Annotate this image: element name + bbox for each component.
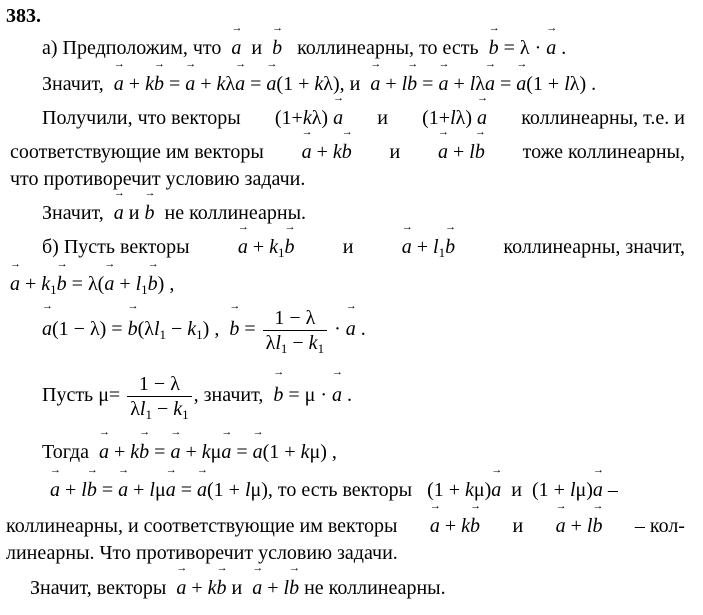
text-collinear-then: коллинеарны, значит, xyxy=(503,236,685,258)
text-and: и xyxy=(512,515,524,537)
text-and: и xyxy=(251,37,263,59)
vector-b: → b xyxy=(272,36,282,60)
part-b-line-4: Пусть μ= $\frac{1 - \lambda}{\lambda l_1 - k_1}$ , значит, → b = μ · → a . xyxy=(42,372,352,421)
text-then-word: , значит, xyxy=(193,384,264,407)
fraction: $\frac{1 - \lambda}{\lambda l_1 - k_1}$ xyxy=(127,372,191,421)
text-also-collinear: тоже коллинеарны, xyxy=(522,141,685,163)
text-and: и xyxy=(128,202,140,224)
vector-b: → b xyxy=(489,36,499,60)
text-then: Значит, xyxy=(42,202,104,224)
text-then-tograda: Тогда xyxy=(42,441,89,463)
text-and: и xyxy=(342,236,354,258)
text-and: и xyxy=(389,141,401,163)
text-not-collinear: не коллинеарны. xyxy=(164,202,307,224)
vector-a: → a xyxy=(546,36,556,60)
text-and: и xyxy=(231,577,243,599)
problem-number: 383. xyxy=(6,5,41,27)
final-conclusion: Значит, векторы → a + k→ b и → a + l→ b не коллинеарны. xyxy=(30,576,446,600)
part-a-line-4: соответствующие им векторы → a + k→ b и → a + l→ b тоже коллинеарны, xyxy=(10,140,685,164)
text-got: Получили, что векторы xyxy=(42,107,241,129)
part-a-conclusion: Значит, → a и → b не коллинеарны. xyxy=(42,201,306,225)
part-b-line-2: → $a + k_1\to b = \lambda(\to a + l_1\to b)$ , xyxy=(10,272,174,296)
text-kol: – кол- xyxy=(634,515,685,537)
text-assume: а) Предположим, что xyxy=(42,37,222,59)
part-b-line-6: → a + l→ b = → a + lμ→ a = → a(1 + lμ), то есть векторы (1 + kμ)→ a и (1 + lμ)→ a – xyxy=(50,478,618,502)
text-then: Значит, xyxy=(42,73,104,95)
text-collinear-and: коллинеарны, и соответствующие им векторы xyxy=(6,515,398,537)
text-final: Значит, векторы xyxy=(30,577,167,599)
fraction: $\frac{1 - \lambda}{\lambda l_1 - k_1}$ xyxy=(263,306,327,355)
text-not-collinear: не коллинеарны. xyxy=(304,577,446,599)
part-b-line-3: → a(1 − λ) = → $b(\lambda l_1 - k_1)$ , → b = $\frac{1 - \lambda}{\lambda l_1 - k_1}$ · → a . xyxy=(42,306,366,355)
text-corresponding: соответствующие им векторы xyxy=(10,141,264,163)
vector-a: → a xyxy=(231,36,241,60)
part-b-line-5: Тогда → a + k→ b = → a + kμ→ a = → a(1 + kμ) , xyxy=(42,440,337,464)
text-comma-and: , и xyxy=(339,73,361,95)
part-b-line-7: коллинеарны, и соответствующие им векторы → a + k→ b и → a + l→ b – кол- xyxy=(6,514,685,538)
part-a-line-2: Значит, → a + k→ b = → a + kλ→ a = → a(1 + kλ), и → a + l→ b = → a + lλ→ a = → a(1 + lλ) . xyxy=(42,72,596,96)
part-b-line-8: линеарны. Что противоречит условию задачи. xyxy=(6,542,398,564)
text-collinear: коллинеарны, то есть xyxy=(297,37,479,59)
text-collinear-ie: коллинеарны, т.е. и xyxy=(521,107,685,129)
text-and: и xyxy=(511,479,522,501)
text-and: и xyxy=(377,107,388,129)
part-a-line-3: Получили, что векторы (1+kλ) → a и (1+lλ) → a коллинеарны, т.е. и xyxy=(42,106,685,130)
part-a-line-1: а) Предположим, что → a и → b коллинеарны, то есть → b = λ · → a . xyxy=(42,36,566,60)
part-a-line-5: что противоречит условию задачи. xyxy=(10,168,306,190)
part-b-line-1: б) Пусть векторы → $a + k_1\to b$ и → $a + l_1\to b$ коллинеарны, значит, xyxy=(42,235,685,259)
text-that-is-vectors: , то есть векторы xyxy=(267,479,413,501)
text-let-vectors: б) Пусть векторы xyxy=(42,236,190,258)
text-let: Пусть xyxy=(42,384,94,407)
